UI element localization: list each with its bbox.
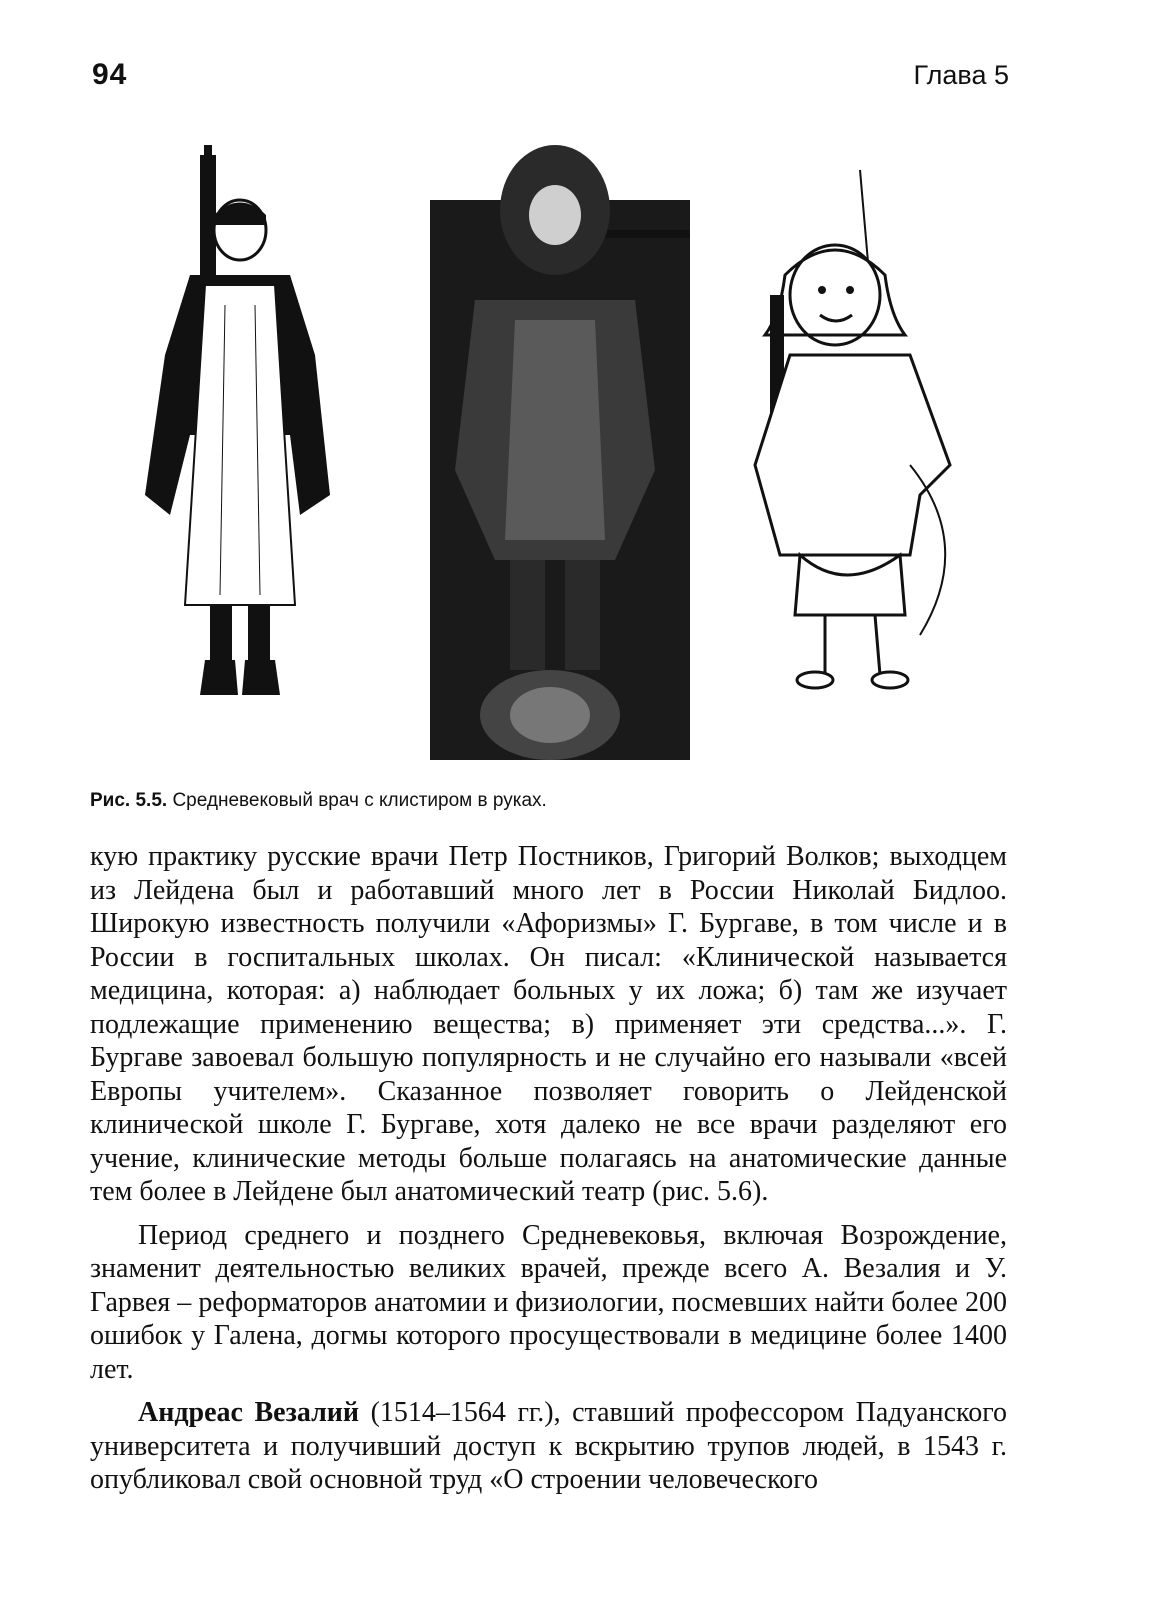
vesalius-name: Андреас Везалий [138,1397,360,1428]
doctor-figure-left [130,135,350,735]
paragraph-1: кую практику русские врачи Петр Постников, Григорий Волков; выходцем из Лейдена был и работавший много лет в России Николай Бидлоо. Широкую известность получили «Афоризмы» Г. Бургаве, в том числе и в России в госпитальных школах. Он писал: «Клинической называется медицина, которая: а) наблюдает больных у их ложа; б) там же изучает подлежащие применению вещества; в) применяет эти средства...». Г. Бургаве завоевал большую популярность и не случайно его называли «всей Европы учителем». Сказанное позволяет говорить о Лейденской клинической школе Г. Бургаве, хотя далеко не все врачи разделяют его учение, клинические методы больше полагаясь на анатомические данные тем более в Лейдене был анатомический театр (рис. 5.6). [90,841,1007,1207]
running-head: Глава 5 [913,60,1009,90]
figure-caption-text: Средневековый врач с клистиром в руках. [167,790,547,811]
paragraph-2: Период среднего и позднего Средневековья, включая Возрождение, знаменит деятельностью великих врачей, прежде всего А. Везалия и У. Гарвея – реформаторов анатомии и физиологии, посмевших найти более 200 ошибок у Галена, догмы которого просуществовали в медицине более 1400 лет. [90,1219,1007,1385]
paragraph-3 [90,1396,1007,1497]
paragraph-3-text: (1514–1564 гг.), ставший профессором Падуанского университета и получивший доступ к вскрытию трупов людей, в 1543 г. опубликовал свой основной труд «О строении человеческого [90,1397,1007,1495]
figure-caption-label: Рис. 5.5. [90,790,168,811]
figure-5-5 [120,125,1020,775]
page-number: 94 [92,58,128,91]
body-text [90,840,1007,1497]
doctor-figure-right [730,165,990,725]
figure-caption [90,790,1020,812]
doctor-figure-middle [415,140,690,760]
